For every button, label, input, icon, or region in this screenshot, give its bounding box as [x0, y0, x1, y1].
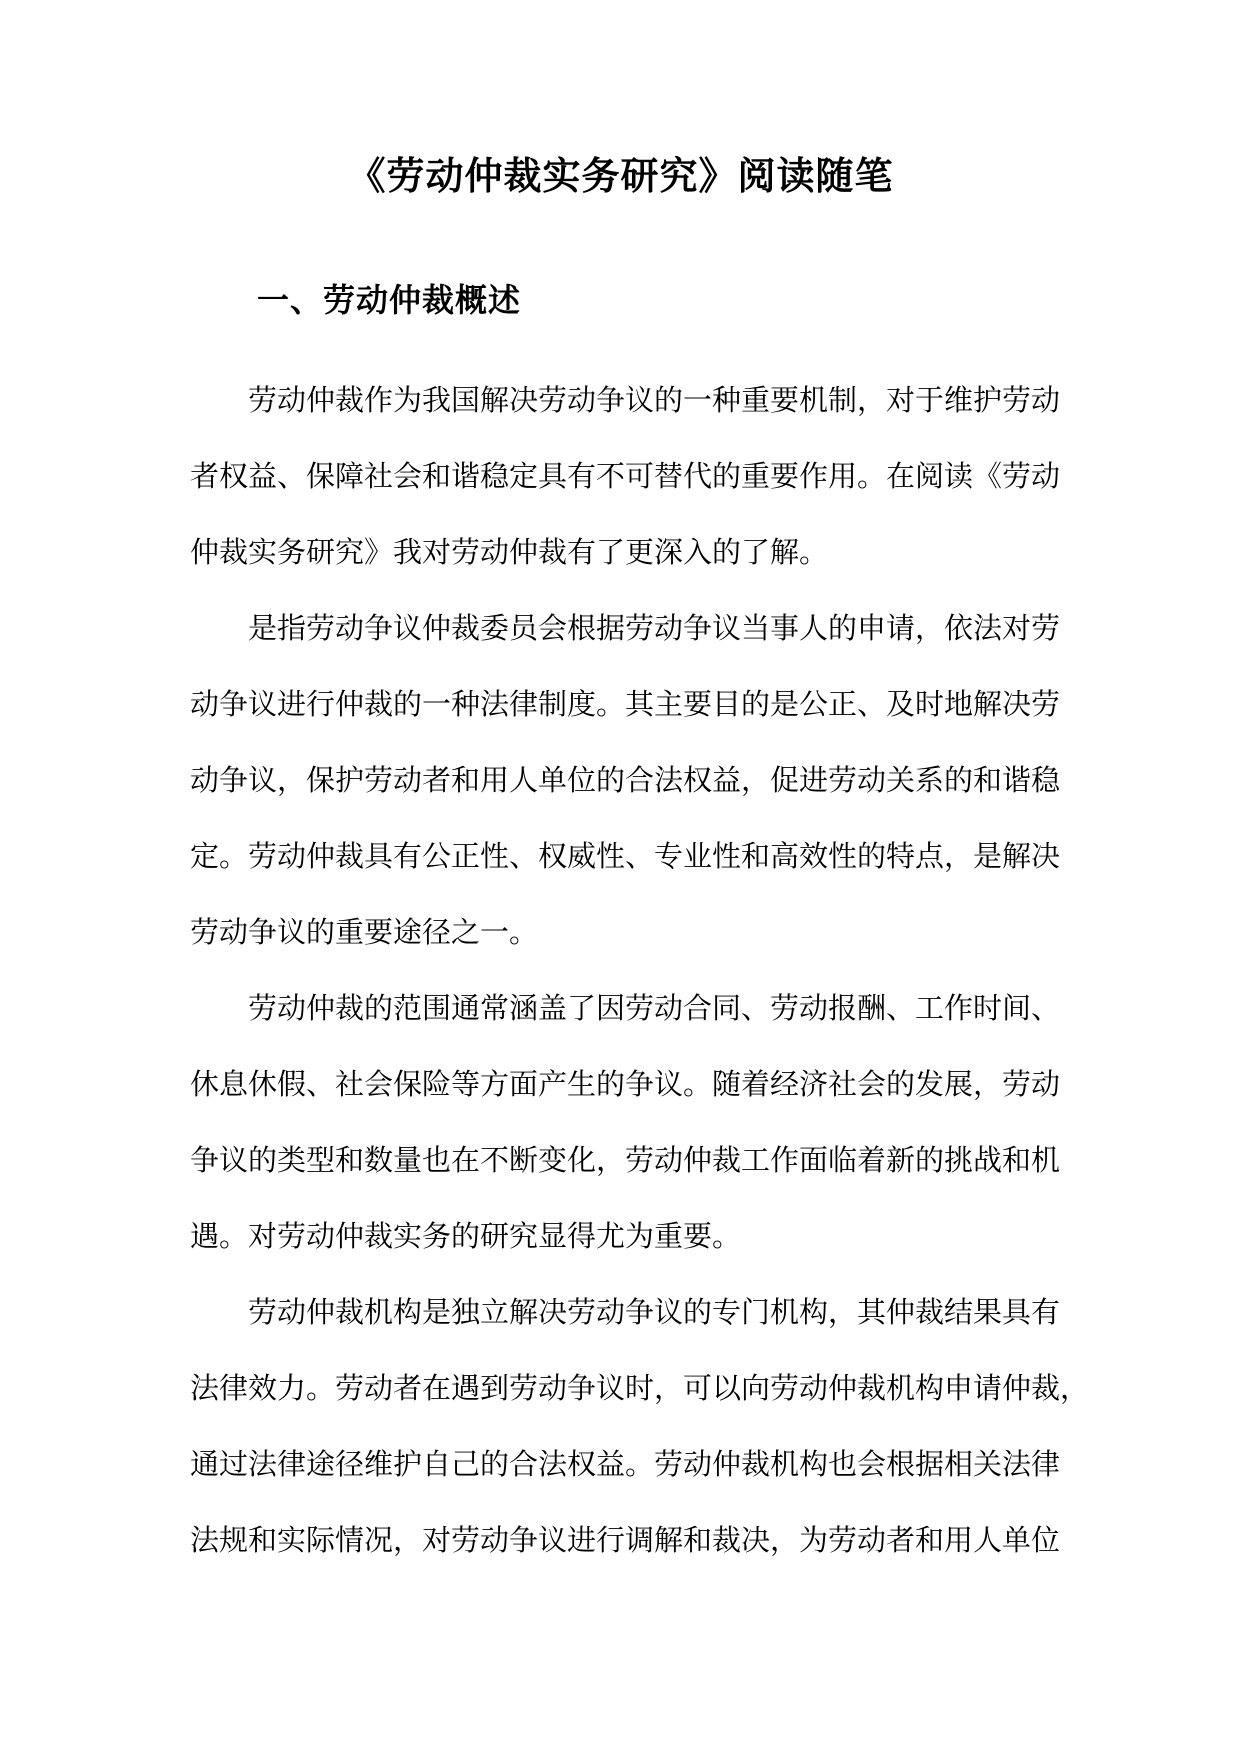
paragraph-line: 是指劳动争议仲裁委员会根据劳动争议当事人的申请，依法对劳	[248, 611, 1061, 645]
paragraph-2	[190, 590, 1062, 970]
paragraph-line: 争议的类型和数量也在不断变化，劳动仲裁工作面临着新的挑战和机	[190, 1143, 1061, 1177]
paragraph-line: 定。劳动仲裁具有公正性、权威性、专业性和高效性的特点，是解决	[190, 839, 1061, 873]
paragraph-3	[190, 970, 1062, 1274]
paragraph-line: 劳动争议的重要途径之一。	[190, 915, 539, 949]
section-heading: 一、劳动仲裁概述	[257, 281, 522, 319]
paragraph-line: 遇。对劳动仲裁实务的研究显得尤为重要。	[190, 1219, 742, 1253]
paragraph-4	[190, 1274, 1090, 1578]
paragraph-line: 者权益、保障社会和谐稳定具有不可替代的重要作用。在阅读《劳动	[190, 459, 1061, 493]
paragraph-1	[190, 362, 1062, 590]
paragraph-line: 劳动仲裁机构是独立解决劳动争议的专门机构，其仲裁结果具有	[248, 1295, 1061, 1329]
paragraph-line: 法规和实际情况，对劳动争议进行调解和裁决，为劳动者和用人单位	[190, 1523, 1061, 1557]
paragraph-line: 通过法律途径维护自己的合法权益。劳动仲裁机构也会根据相关法律	[190, 1447, 1061, 1481]
paragraph-line: 仲裁实务研究》我对劳动仲裁有了更深入的了解。	[190, 535, 829, 569]
paragraph-line: 法律效力。劳动者在遇到劳动争议时，可以向劳动仲裁机构申请仲裁，	[190, 1371, 1090, 1405]
document-title: 《劳动仲裁实务研究》阅读随笔	[347, 153, 894, 198]
paragraph-line: 休息休假、社会保险等方面产生的争议。随着经济社会的发展，劳动	[190, 1067, 1061, 1101]
paragraph-line: 劳动仲裁作为我国解决劳动争议的一种重要机制，对于维护劳动	[248, 383, 1061, 417]
paragraph-line: 动争议，保护劳动者和用人单位的合法权益，促进劳动关系的和谐稳	[190, 763, 1061, 797]
body-text	[190, 362, 1090, 1578]
paragraph-line: 动争议进行仲裁的一种法律制度。其主要目的是公正、及时地解决劳	[190, 687, 1061, 721]
paragraph-line: 劳动仲裁的范围通常涵盖了因劳动合同、劳动报酬、工作时间、	[248, 991, 1061, 1025]
